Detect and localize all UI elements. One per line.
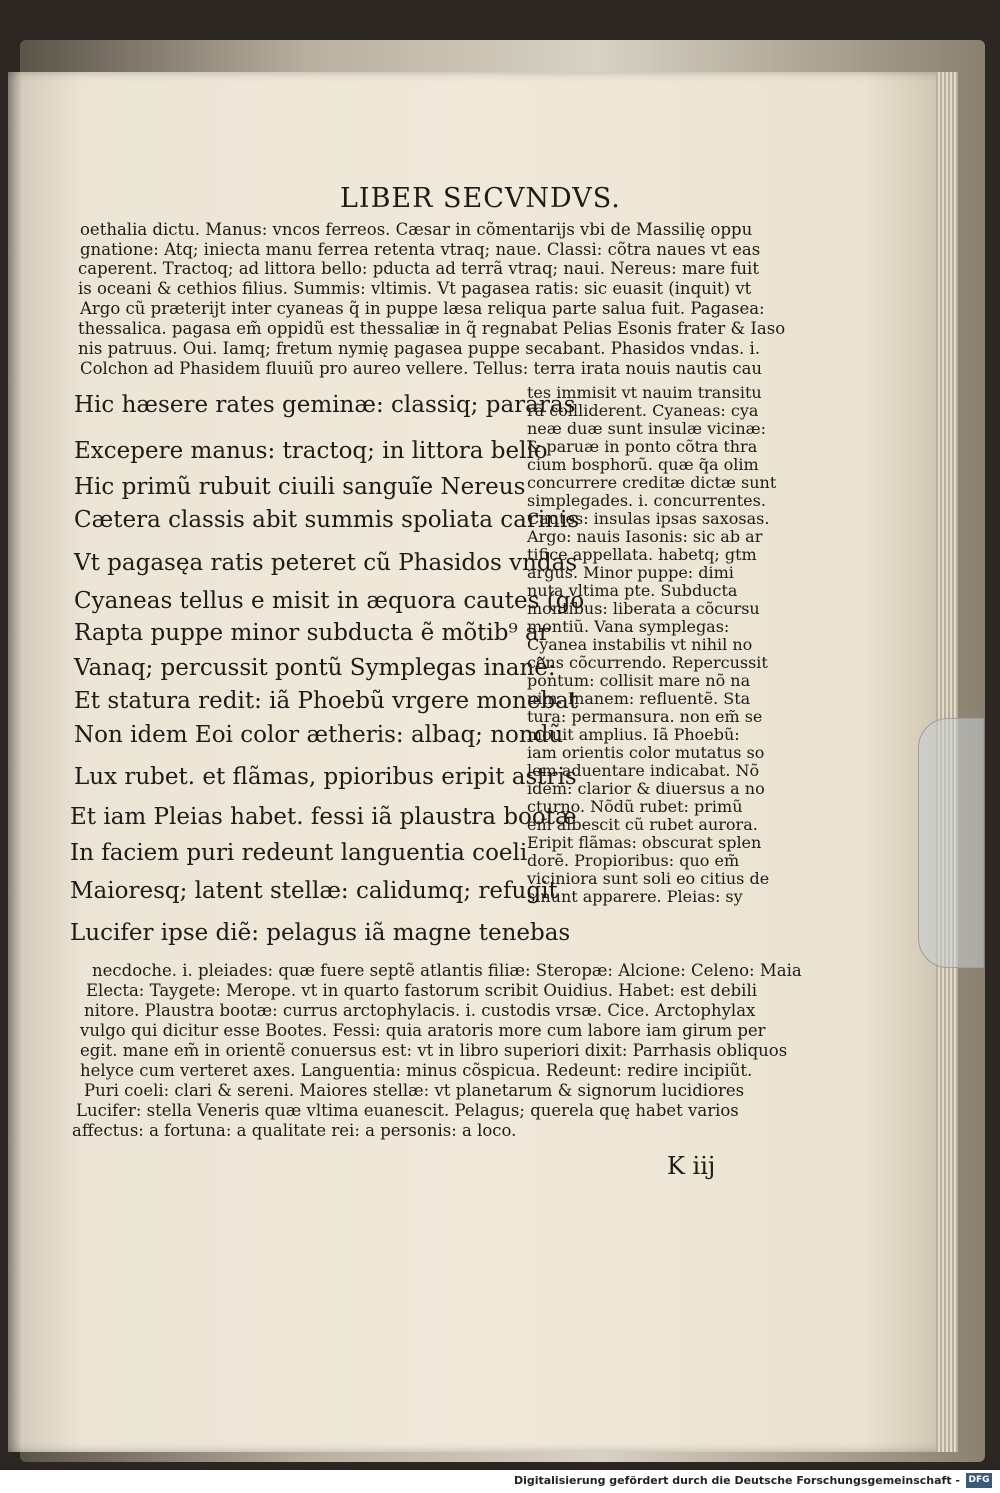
commentary-line: vulgo qui dicitur esse Bootes. Fessi: quia aratoris more cum labore iam girum per — [80, 1021, 766, 1040]
verse-line: Et iam Pleias habet. fessi iã plaustra bootæ — [70, 804, 577, 830]
verse-line: Hic hæsere rates geminæ: classiq; pararas — [74, 392, 576, 418]
verse-line: In faciem puri redeunt languentia coeli — [70, 840, 528, 866]
gloss-line: pontum: collisit mare nõ na — [527, 671, 751, 690]
verse-line: Et statura redit: iã Phoebũ vrgere monebat — [74, 688, 579, 714]
page-clip-tab — [918, 718, 984, 968]
gloss-line: lem aduentare indicabat. Nõ — [527, 761, 760, 780]
commentary-line: nitore. Plaustra bootæ: currus arctophylacis. i. custodis vrsæ. Cice. Arctophylax — [84, 1001, 756, 1020]
gloss-line: concurrere creditæ dictæ sunt — [527, 473, 777, 492]
commentary-line: caperent. Tractoq; ad littora bello: pducta ad terrã vtraq; naui. Nereus: mare fuit — [78, 259, 759, 278]
gloss-line: em̃ albescit cũ rubet aurora. — [527, 815, 758, 834]
verse-line: Rapta puppe minor subducta ẽ mõtib⁹ ar — [74, 620, 550, 646]
commentary-line: Electa: Taygete: Merope. vt in quarto fastorum scribit Ouidius. Habet: est debili — [86, 981, 758, 1000]
verse-line: Lux rubet. et flãmas, ppioribus eripit astris — [74, 764, 577, 790]
commentary-line: affectus: a fortuna: a qualitate rei: a personis: a loco. — [72, 1121, 517, 1140]
verse-line: Maioresq; latent stellæ: calidumq; refugit — [70, 878, 558, 904]
gloss-line: Cyanea instabilis vt nihil no — [527, 635, 753, 654]
gloss-line: tifice appellata. habetq; gtm — [527, 545, 757, 564]
gloss-line: montibus: liberata a cõcursu — [527, 599, 760, 618]
gloss-line: neæ duæ sunt insulæ vicinæ: — [527, 419, 767, 438]
verse-line: Vanaq; percussit pontũ Symplegas inanẽ: — [74, 655, 556, 681]
gloss-line: Eripit flãmas: obscurat splen — [527, 833, 762, 852]
gloss-line: tes immisit vt nauim transitu — [527, 383, 762, 402]
gloss-line: uim. Inanem: refluentẽ. Sta — [527, 689, 751, 708]
gutter-shadow — [8, 72, 22, 1452]
footer-credit: Digitalisierung gefördert durch die Deutsche Forschungsgemeinschaft - — [513, 1474, 960, 1487]
commentary-line: egit. mane em̃ in orientẽ conuersus est: vt in libro superiori dixit: Parrhasis obliquos — [80, 1041, 788, 1060]
commentary-line: Puri coeli: clari & sereni. Maiores stellæ: vt planetarum & signorum lucidiores — [84, 1081, 745, 1100]
commentary-line: necdoche. i. pleiades: quæ fuere septẽ atlantis filiæ: Steropæ: Alcione: Celeno: Maia — [92, 961, 802, 980]
verse-line: Lucifer ipse diẽ: pelagus iã magne tenebas — [70, 920, 571, 946]
gloss-line: Cautes: insulas ipsas saxosas. — [527, 509, 770, 528]
gloss-line: montiũ. Vana symplegas: — [527, 617, 730, 636]
verse-line: Hic primũ rubuit ciuili sanguĩe Nereus — [74, 474, 526, 500]
gloss-line: simplegades. i. concurrentes. — [527, 491, 766, 510]
gloss-line: cens cõcurrendo. Repercussit — [527, 653, 768, 672]
commentary-line: helyce cum verteret axes. Languentia: minus cõspicua. Redeunt: redire incipiũt. — [80, 1061, 753, 1080]
verse-line: Cætera classis abit summis spoliata carinis — [74, 507, 580, 533]
gloss-line: cturno. Nõdũ rubet: primũ — [527, 797, 743, 816]
gloss-line: tura: permansura. non em̃ se — [527, 707, 763, 726]
verse-line: Non idem Eoi color ætheris: albaq; nondũ — [74, 722, 564, 748]
commentary-line: gnatione: Atq; iniecta manu ferrea retenta vtraq; naue. Classi: cõtra naues vt eas — [80, 240, 761, 259]
gloss-line: idem: clarior & diuersus a no — [527, 779, 765, 798]
commentary-line: nis patruus. Oui. Iamq; fretum nymię pagasea puppe secabant. Phasidos vndas. i. — [78, 339, 761, 358]
gloss-line: mouit amplius. Iã Phoebũ: — [527, 725, 740, 744]
gloss-line: Argo: nauis Iasonis: sic ab ar — [527, 527, 763, 546]
commentary-line: oethalia dictu. Manus: vncos ferreos. Cæsar in cõmentarijs vbi de Massilię oppu — [80, 220, 753, 239]
gloss-line: nuta vltima pte. Subducta — [527, 581, 738, 600]
gloss-line: viciniora sunt soli eo citius de — [527, 869, 770, 888]
commentary-line: is oceani & cethios filius. Summis: vltimis. Vt pagasea ratis: sic euasit (inquit) vt — [78, 279, 752, 298]
gloss-line: dorẽ. Propioribus: quo em̃ — [527, 851, 740, 870]
gloss-line: sinunt apparere. Pleias: sy — [527, 887, 743, 906]
running-head: LIBER SECVNDVS. — [340, 183, 621, 214]
commentary-line: Lucifer: stella Veneris quæ vltima euanescit. Pelagus; querela quę habet varios — [76, 1101, 739, 1120]
gloss-line: argus. Minor puppe: dimi — [527, 563, 734, 582]
commentary-line: Colchon ad Phasidem fluuiũ pro aureo vellere. Tellus: terra irata nouis nautis cau — [80, 359, 763, 378]
verse-line: Vt pagasęa ratis peteret cũ Phasidos vndas — [74, 550, 578, 576]
dfg-logo-icon: DFG — [966, 1473, 992, 1488]
verse-line: Cyaneas tellus e misit in æquora cautes (go — [74, 588, 585, 614]
gloss-line: & paruæ in ponto cõtra thra — [527, 437, 758, 456]
gloss-line: iam orientis color mutatus so — [527, 743, 765, 762]
gloss-line: cium bosphorũ. quæ q̃a olim — [527, 455, 759, 474]
signature-mark: K iij — [667, 1152, 716, 1180]
gloss-line: rã collliderent. Cyaneas: cya — [527, 401, 759, 420]
commentary-line: thessalica. pagasa em̃ oppidũ est thessaliæ in q̃ regnabat Pelias Esonis frater & Iaso — [78, 319, 786, 338]
commentary-line: Argo cũ præterijt inter cyaneas q̃ in puppe læsa reliqua parte salua fuit. Pagasea: — [80, 299, 765, 318]
verse-line: Excepere manus: tractoq; in littora bello — [74, 438, 548, 464]
footer-bar — [0, 1470, 1000, 1493]
